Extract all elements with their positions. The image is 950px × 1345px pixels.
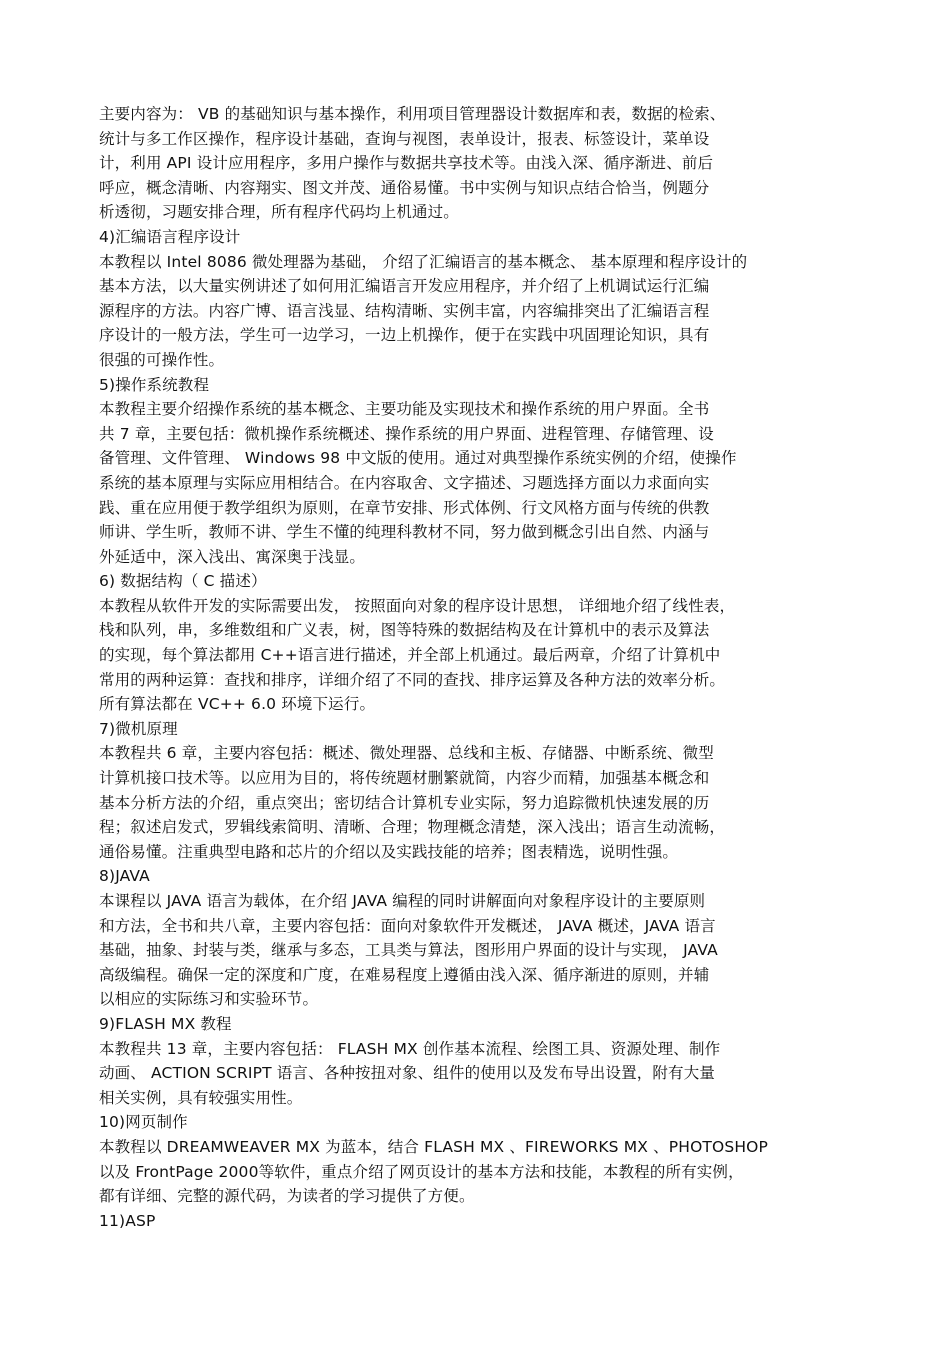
text-line: 本教程从软件开发的实际需要出发， 按照面向对象的程序设计思想， 详细地介绍了线性表， <box>99 596 736 615</box>
section-heading: 10)网页制作 <box>99 1113 188 1132</box>
section-heading: 4)汇编语言程序设计 <box>99 227 241 246</box>
section-heading: 11)ASP <box>99 1211 156 1230</box>
text-line: 践、重在应用便于教学组织为原则，在章节安排、形式体例、行文风格方面与传统的供教 <box>99 498 710 517</box>
text-line: 主要内容为： VB 的基础知识与基本操作，利用项目管理器设计数据库和表，数据的检索、 <box>99 105 726 123</box>
text-line: 本教程共 13 章，主要内容包括： FLASH MX 创作基本流程、绘图工具、资源处理、制作 <box>99 1039 721 1058</box>
text-line: 序设计的一般方法，学生可一边学习，一边上机操作，便于在实践中巩固理论知识，具有 <box>99 326 710 345</box>
text-line: 本教程主要介绍操作系统的基本概念、主要功能及实现技术和操作系统的用户界面。全书 <box>99 400 710 419</box>
text-line: 基本方法，以大量实例讲述了如何用汇编语言开发应用程序，并介绍了上机调试运行汇编 <box>99 277 710 296</box>
text-line: 备管理、文件管理、 Windows 98 中文版的使用。通过对典型操作系统实例的介绍，使操作 <box>99 449 737 468</box>
text-line: 和方法，全书和共八章，主要内容包括：面向对象软件开发概述， JAVA 概述，JAVA 语言 <box>99 916 716 935</box>
section-heading: 8)JAVA <box>99 867 150 886</box>
text-line: 栈和队列，串，多维数组和广义表，树，图等特殊的数据结构及在计算机中的表示及算法 <box>99 621 710 640</box>
text-line: 本教程以 DREAMWEAVER MX 为蓝本，结合 FLASH MX 、FIREWORKS MX 、PHOTOSHOP <box>99 1137 769 1156</box>
text-line: 外延适中，深入浅出、寓深奥于浅显。 <box>99 547 366 566</box>
text-line: 相关实例，具有较强实用性。 <box>99 1088 303 1107</box>
text-line: 通俗易懂。注重典型电路和芯片的介绍以及实践技能的培养；图表精选，说明性强。 <box>99 842 679 861</box>
document-body <box>99 102 859 1233</box>
text-line: 统计与多工作区操作，程序设计基础，查询与视图，表单设计，报表、标签设计，菜单设 <box>99 129 710 148</box>
text-line: 师讲、学生听，教师不讲、学生不懂的纯理科教材不同，努力做到概念引出自然、内涵与 <box>99 523 710 542</box>
text-line: 基础，抽象、封装与类，继承与多态，工具类与算法，图形用户界面的设计与实现， JAVA <box>99 941 718 960</box>
text-line: 呼应，概念清晰、内容翔实、图文并茂、通俗易懂。书中实例与知识点结合恰当，例题分 <box>99 178 710 197</box>
text-line: 本课程以 JAVA 语言为载体，在介绍 JAVA 编程的同时讲解面向对象程序设计的主要原则 <box>99 892 706 910</box>
section-heading: 9)FLASH MX 教程 <box>99 1014 232 1033</box>
text-line: 共 7 章，主要包括：微机操作系统概述、操作系统的用户界面、进程管理、存储管理、设 <box>99 424 714 443</box>
text-line: 的实现，每个算法都用 C++语言进行描述，并全部上机通过。最后两章，介绍了计算机中 <box>99 646 721 665</box>
text-line: 程；叙述启发式，罗辑线索简明、清晰、合理；物理概念清楚，深入浅出；语言生动流畅， <box>99 818 726 837</box>
text-line: 以及 FrontPage 2000等软件，重点介绍了网页设计的基本方法和技能，本教程的所有实例， <box>99 1162 744 1181</box>
text-line: 很强的可操作性。 <box>99 350 225 369</box>
text-line: 本教程共 6 章，主要内容包括：概述、微处理器、总线和主板、存储器、中断系统、微型 <box>99 744 714 763</box>
text-line: 计算机接口技术等。以应用为目的，将传统题材删繁就简，内容少而精，加强基本概念和 <box>99 769 710 788</box>
text-line: 以相应的实际练习和实验环节。 <box>99 990 319 1009</box>
text-line: 常用的两种运算：查找和排序，详细介绍了不同的查找、排序运算及各种方法的效率分析。 <box>99 670 726 689</box>
text-line: 源程序的方法。内容广博、语言浅显、结构清晰、实例丰富，内容编排突出了汇编语言程 <box>99 301 710 320</box>
text-line: 都有详细、完整的源代码，为读者的学习提供了方便。 <box>99 1187 475 1206</box>
text-line: 高级编程。确保一定的深度和广度，在难易程度上遵循由浅入深、循序渐进的原则，并辅 <box>99 965 710 984</box>
section-heading: 6) 数据结构（ C 描述） <box>99 572 267 591</box>
text-line: 基本分析方法的介绍，重点突出；密切结合计算机专业实际，努力追踪微机快速发展的历 <box>99 793 710 812</box>
text-line: 本教程以 Intel 8086 微处理器为基础， 介绍了汇编语言的基本概念、 基本原理和程序设计的 <box>99 252 748 271</box>
text-line: 所有算法都在 VC++ 6.0 环境下运行。 <box>99 695 376 714</box>
text-line: 析透彻，习题安排合理，所有程序代码均上机通过。 <box>99 203 459 222</box>
section-heading: 7)微机原理 <box>99 719 178 738</box>
text-line: 计，利用 API 设计应用程序，多用户操作与数据共享技术等。由浅入深、循序渐进、前后 <box>99 154 714 173</box>
text-line: 系统的基本原理与实际应用相结合。在内容取舍、文字描述、习题选择方面以力求面向实 <box>99 473 710 492</box>
section-heading: 5)操作系统教程 <box>99 375 210 394</box>
text-line: 动画、 ACTION SCRIPT 语言、各种按扭对象、组件的使用以及发布导出设置，附有大量 <box>99 1064 715 1083</box>
